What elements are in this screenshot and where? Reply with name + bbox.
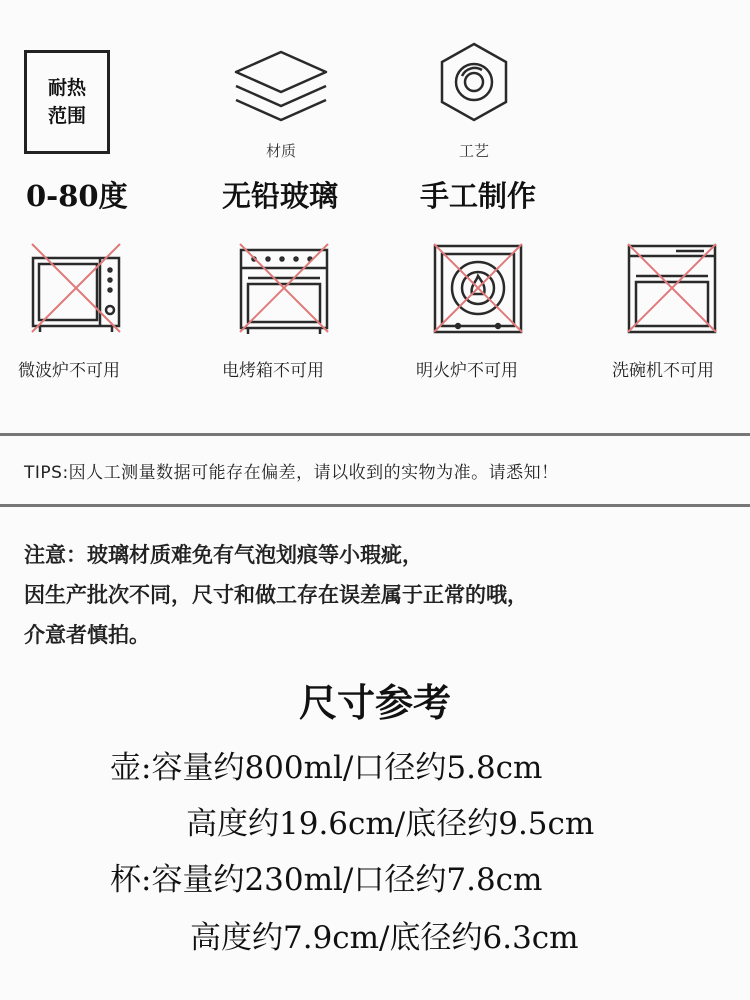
- size-reference-title: 尺寸参考: [298, 680, 451, 725]
- notice-block: [24, 535, 528, 655]
- heat-range-box: [24, 50, 110, 154]
- tips-bottom-divider: [0, 504, 750, 507]
- craft-value: 手工制作: [420, 179, 537, 213]
- material-caption: 材质: [265, 142, 296, 160]
- heat-box-line2: 范围: [47, 105, 86, 127]
- pot-size-line1: 壶:容量约800ml/口径约5.8cm: [110, 750, 543, 786]
- cup-size-line2: 高度约7.9cm/底径约6.3cm: [190, 920, 579, 956]
- heat-range-value: 0-80度: [26, 179, 128, 213]
- microwave-label: 微波炉不可用: [18, 361, 120, 381]
- heat-box-line1: 耐热: [47, 77, 86, 99]
- dishwasher-icon: [626, 242, 718, 336]
- hexagon-nut-icon: [438, 40, 510, 124]
- tips-text: TIPS:因人工测量数据可能存在偏差，请以收到的实物为准。请悉知！: [24, 463, 559, 483]
- material-value: 无铅玻璃: [222, 179, 339, 213]
- cup-size-line1: 杯:容量约230ml/口径约7.8cm: [110, 862, 543, 898]
- pot-size-line2: 高度约19.6cm/底径约9.5cm: [186, 806, 595, 842]
- oven-icon: [238, 242, 330, 336]
- gas-stove-icon: [432, 242, 524, 336]
- notice-line3: 介意者慎拍。: [24, 623, 150, 647]
- oven-label: 电烤箱不可用: [222, 361, 324, 381]
- layers-icon: [228, 46, 334, 128]
- gas-stove-label: 明火炉不可用: [416, 361, 518, 381]
- notice-line2: 因生产批次不同，尺寸和做工存在误差属于正常的哦，: [24, 583, 528, 607]
- notice-line1: 注意：玻璃材质难免有气泡划痕等小瑕疵，: [24, 543, 423, 567]
- craft-caption: 工艺: [458, 142, 489, 160]
- dishwasher-label: 洗碗机不可用: [612, 361, 714, 381]
- microwave-icon: [30, 242, 122, 336]
- tips-top-divider: [0, 433, 750, 436]
